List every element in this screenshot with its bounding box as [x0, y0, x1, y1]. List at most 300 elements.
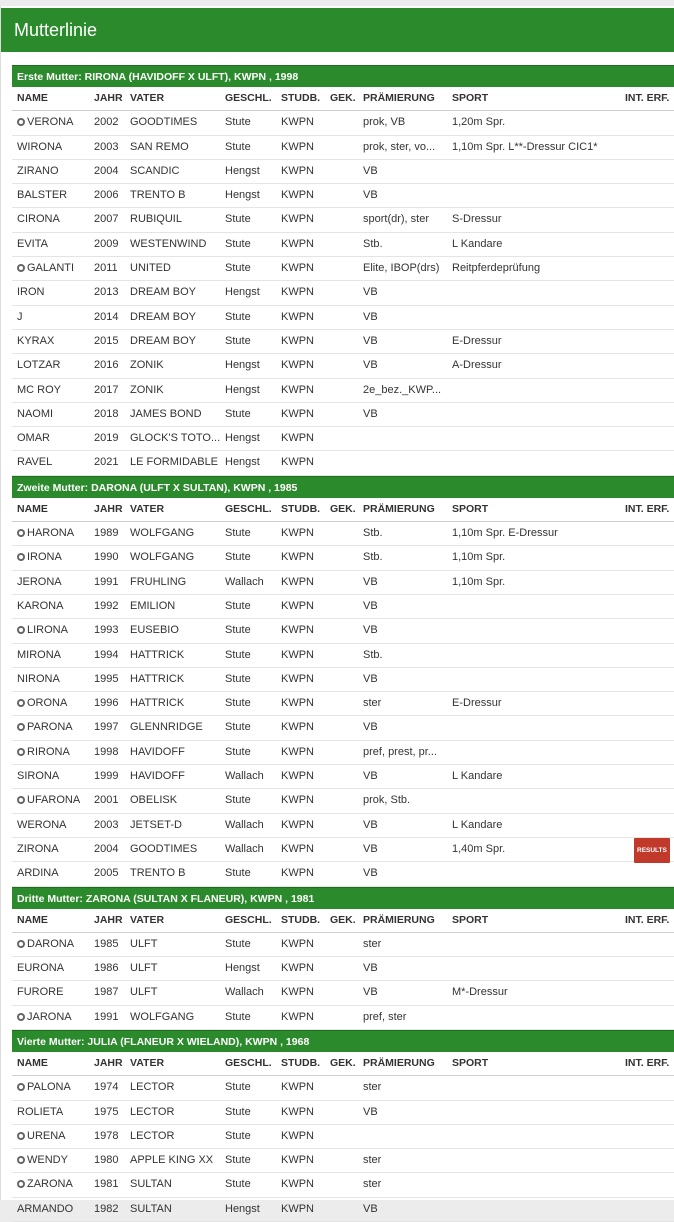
horse-name[interactable]	[17, 692, 93, 715]
col-sport-cell: L Kandare	[452, 770, 503, 783]
col-studb-cell: KWPN	[281, 624, 314, 637]
column-header-row	[12, 498, 674, 522]
col-vater-cell: LECTOR	[130, 1081, 175, 1094]
horse-name[interactable]	[17, 1101, 93, 1124]
table-row[interactable]	[12, 1125, 674, 1149]
horse-name-text[interactable]: URENA	[27, 1129, 66, 1142]
table-row[interactable]	[12, 644, 674, 668]
horse-icon	[17, 796, 25, 804]
col-praemierung-cell: VB	[363, 407, 378, 420]
horse-name[interactable]	[17, 281, 93, 304]
col-studb-cell: KWPN	[281, 407, 314, 420]
horse-name[interactable]	[17, 838, 93, 861]
horse-name[interactable]	[17, 1173, 93, 1196]
col-jahr-cell: 2015	[94, 334, 119, 347]
col-vater-cell: WOLFGANG	[130, 551, 195, 564]
horse-name-text[interactable]: RAVEL	[17, 456, 53, 469]
table-row[interactable]	[12, 741, 674, 765]
col-praemierung-cell: VB	[363, 818, 378, 831]
horse-name[interactable]	[17, 862, 93, 885]
col-jahr-cell: 2018	[94, 407, 119, 420]
col-geschl-cell: Wallach	[225, 986, 264, 999]
col-jahr-cell: 1987	[94, 986, 119, 999]
col-studb-cell: KWPN	[281, 432, 314, 445]
horse-name-text[interactable]: HARONA	[27, 527, 75, 540]
table-row[interactable]	[12, 1198, 674, 1222]
section-header[interactable]: Zweite Mutter: DARONA (ULFT X SULTAN), KWPN , 1985	[12, 476, 674, 498]
col-praemierung-header: PRÄMIERUNG	[363, 502, 435, 515]
col-geschl-cell: Stute	[225, 527, 251, 540]
col-jahr-header: JAHR	[94, 913, 123, 926]
col-geschl-cell: Stute	[225, 672, 251, 685]
horse-name-text[interactable]: EURONA	[17, 962, 65, 975]
col-sport-cell: A-Dressur	[452, 359, 502, 372]
col-geschl-cell: Stute	[225, 1129, 251, 1142]
horse-name-text[interactable]: WIRONA	[17, 140, 63, 153]
horse-name[interactable]	[17, 427, 93, 450]
col-studb-header: STUDB.	[281, 502, 321, 515]
col-praemierung-cell: VB	[363, 334, 378, 347]
col-jahr-cell: 1985	[94, 937, 119, 950]
horse-name-text[interactable]: MIRONA	[17, 648, 61, 661]
col-int-erf-header: INT. ERF.	[625, 1056, 670, 1069]
col-geschl-cell: Stute	[225, 867, 251, 880]
horse-name-text[interactable]: NAOMI	[17, 407, 54, 420]
table-row[interactable]	[12, 136, 674, 160]
table-row[interactable]	[12, 571, 674, 595]
horse-name[interactable]	[17, 595, 93, 618]
table-row[interactable]	[12, 257, 674, 281]
horse-name-text[interactable]: EVITA	[17, 237, 48, 250]
horse-name[interactable]	[17, 1198, 93, 1221]
col-jahr-cell: 2019	[94, 432, 119, 445]
col-praemierung-cell: Stb.	[363, 648, 383, 661]
table-row[interactable]	[12, 981, 674, 1005]
col-praemierung-cell: VB	[363, 842, 378, 855]
horse-name[interactable]	[17, 522, 93, 545]
section-header[interactable]: Vierte Mutter: JULIA (FLANEUR X WIELAND), KWPN , 1968	[12, 1030, 674, 1052]
col-studb-cell: KWPN	[281, 599, 314, 612]
horse-name-text[interactable]: ORONA	[27, 697, 68, 710]
col-vater-cell: FRUHLING	[130, 575, 187, 588]
col-sport-header: SPORT	[452, 92, 489, 104]
col-jahr-cell: 1990	[94, 551, 119, 564]
col-sport-header: SPORT	[452, 913, 489, 926]
col-studb-header: STUDB.	[281, 913, 321, 926]
horse-name-text[interactable]: KARONA	[17, 599, 64, 612]
col-jahr-cell: 1980	[94, 1154, 119, 1167]
col-int-erf-header: INT. ERF.	[625, 502, 670, 515]
col-jahr-cell: 1978	[94, 1129, 119, 1142]
col-praemierung-cell: VB	[363, 599, 378, 612]
horse-name-text[interactable]: ARMANDO	[17, 1202, 74, 1215]
col-geschl-header: GESCHL.	[225, 1056, 272, 1069]
horse-name[interactable]	[17, 668, 93, 691]
table-row[interactable]	[12, 957, 674, 981]
col-vater-cell: EUSEBIO	[130, 624, 179, 637]
col-jahr-cell: 1995	[94, 672, 119, 685]
horse-name[interactable]	[17, 981, 93, 1004]
col-name-header: NAME	[17, 502, 48, 515]
horse-name-text[interactable]: JARONA	[27, 1010, 72, 1023]
column-header-row	[12, 1052, 674, 1076]
col-praemierung-cell: Stb.	[363, 527, 383, 540]
col-studb-cell: KWPN	[281, 697, 314, 710]
horse-name-text[interactable]: GALANTI	[27, 262, 75, 275]
col-praemierung-cell: VB	[363, 867, 378, 880]
horse-name-text[interactable]: KYRAX	[17, 334, 55, 347]
horse-icon	[17, 1156, 25, 1164]
horse-name[interactable]	[17, 571, 93, 594]
col-jahr-cell: 1993	[94, 624, 119, 637]
col-studb-cell: KWPN	[281, 1105, 314, 1118]
col-geschl-cell: Stute	[225, 1154, 251, 1167]
col-praemierung-cell: prok, VB	[363, 116, 406, 129]
col-geschl-cell: Stute	[225, 721, 251, 734]
horse-name-text[interactable]: PALONA	[27, 1081, 71, 1094]
col-jahr-cell: 2021	[94, 456, 119, 469]
horse-name[interactable]	[17, 451, 93, 474]
horse-name-text[interactable]: IRON	[17, 286, 45, 299]
horse-icon	[17, 699, 25, 707]
table-row[interactable]	[12, 403, 674, 427]
col-jahr-cell: 2005	[94, 867, 119, 880]
horse-name-text[interactable]: LOTZAR	[17, 359, 61, 372]
horse-name-text[interactable]: NIRONA	[17, 672, 60, 685]
horse-name[interactable]	[17, 136, 93, 159]
horse-name-text[interactable]: ZIRANO	[17, 164, 59, 177]
horse-name[interactable]	[17, 765, 93, 788]
column-header-row	[12, 909, 674, 933]
horse-name[interactable]	[17, 257, 93, 280]
col-studb-cell: KWPN	[281, 867, 314, 880]
col-studb-header: STUDB.	[281, 1056, 321, 1069]
horse-name-text[interactable]: SIRONA	[17, 770, 60, 783]
table-row[interactable]	[12, 1006, 674, 1030]
col-praemierung-cell: VB	[363, 575, 378, 588]
table-row[interactable]	[12, 838, 674, 862]
col-studb-cell: KWPN	[281, 721, 314, 734]
horse-name[interactable]	[17, 716, 93, 739]
col-geschl-cell: Stute	[225, 407, 251, 420]
section-header[interactable]: Dritte Mutter: ZARONA (SULTAN X FLANEUR), KWPN , 1981	[12, 887, 674, 909]
col-geschl-cell: Hengst	[225, 456, 260, 469]
table-row[interactable]	[12, 522, 674, 546]
table-row[interactable]	[12, 716, 674, 740]
table-row[interactable]	[12, 595, 674, 619]
table-row[interactable]	[12, 111, 674, 135]
table-row[interactable]	[12, 451, 674, 475]
horse-name-text[interactable]: LIRONA	[27, 624, 68, 637]
col-vater-cell: GLOCK'S TOTO...	[130, 432, 221, 445]
section-header[interactable]: Erste Mutter: RIRONA (HAVIDOFF X ULFT), KWPN , 1998	[12, 65, 674, 87]
horse-icon	[17, 553, 25, 561]
horse-name[interactable]	[17, 111, 93, 134]
col-praemierung-cell: Stb.	[363, 237, 383, 250]
col-geschl-cell: Stute	[225, 1105, 251, 1118]
table-row[interactable]	[12, 1076, 674, 1100]
col-studb-cell: KWPN	[281, 527, 314, 540]
horse-name-text[interactable]: WERONA	[17, 818, 67, 831]
col-studb-cell: KWPN	[281, 334, 314, 347]
table-row[interactable]	[12, 233, 674, 257]
horse-name-text[interactable]: MC ROY	[17, 383, 61, 396]
table-row[interactable]	[12, 692, 674, 716]
results-badge-icon[interactable]: RESULTS	[634, 838, 670, 863]
col-sport-cell: 1,40m Spr.	[452, 842, 506, 855]
table-row[interactable]	[12, 330, 674, 354]
col-vater-header: VATER	[130, 1056, 165, 1069]
col-praemierung-cell: VB	[363, 1202, 378, 1215]
table-row[interactable]	[12, 862, 674, 886]
col-vater-cell: RUBIQUIL	[130, 213, 182, 226]
horse-name[interactable]	[17, 1149, 93, 1172]
col-vater-cell: SULTAN	[130, 1178, 172, 1191]
col-vater-cell: HAVIDOFF	[130, 770, 185, 783]
col-vater-cell: LECTOR	[130, 1105, 175, 1118]
table-row[interactable]	[12, 765, 674, 789]
table-row[interactable]	[12, 1101, 674, 1125]
table-row[interactable]	[12, 427, 674, 451]
mother-section	[12, 65, 674, 476]
col-vater-cell: DREAM BOY	[130, 334, 197, 347]
col-geschl-cell: Stute	[225, 551, 251, 564]
col-studb-cell: KWPN	[281, 310, 314, 323]
col-sport-header: SPORT	[452, 1056, 489, 1069]
col-studb-cell: KWPN	[281, 986, 314, 999]
horse-name-text[interactable]: DARONA	[27, 937, 75, 950]
col-studb-cell: KWPN	[281, 1154, 314, 1167]
horse-name-text[interactable]: J	[17, 310, 23, 323]
col-sport-cell: 1,10m Spr.	[452, 551, 506, 564]
col-int-erf-header: INT. ERF.	[625, 92, 670, 104]
col-sport-cell: M*-Dressur	[452, 986, 508, 999]
col-praemierung-header: PRÄMIERUNG	[363, 913, 435, 926]
horse-name[interactable]	[17, 644, 93, 667]
col-praemierung-cell: Stb.	[363, 551, 383, 564]
col-jahr-cell: 1974	[94, 1081, 119, 1094]
col-jahr-cell: 2013	[94, 286, 119, 299]
col-studb-cell: KWPN	[281, 1010, 314, 1023]
col-vater-cell: DREAM BOY	[130, 310, 197, 323]
horse-icon	[17, 1083, 25, 1091]
col-praemierung-cell: VB	[363, 189, 378, 202]
col-jahr-cell: 1982	[94, 1202, 119, 1215]
table-row[interactable]	[12, 306, 674, 330]
col-studb-cell: KWPN	[281, 818, 314, 831]
table-row[interactable]	[12, 814, 674, 838]
horse-name[interactable]	[17, 306, 93, 329]
horse-name[interactable]	[17, 354, 93, 377]
horse-name[interactable]	[17, 814, 93, 837]
page-title: Mutterlinie	[1, 8, 674, 52]
col-vater-cell: ULFT	[130, 937, 158, 950]
col-sport-cell: E-Dressur	[452, 697, 502, 710]
col-sport-cell: 1,10m Spr.	[452, 575, 506, 588]
table-row[interactable]	[12, 668, 674, 692]
col-vater-cell: SAN REMO	[130, 140, 189, 153]
col-jahr-cell: 1997	[94, 721, 119, 734]
col-jahr-cell: 2006	[94, 189, 119, 202]
table-row[interactable]	[12, 1149, 674, 1173]
table-row[interactable]	[12, 1173, 674, 1197]
table-row[interactable]	[12, 184, 674, 208]
horse-name[interactable]	[17, 1076, 93, 1099]
col-jahr-cell: 2002	[94, 116, 119, 129]
col-geschl-cell: Wallach	[225, 575, 264, 588]
col-studb-cell: KWPN	[281, 383, 314, 396]
col-gek-header: GEK.	[330, 1056, 356, 1069]
horse-name-text[interactable]: WENDY	[27, 1154, 68, 1167]
col-gek-header: GEK.	[330, 502, 356, 515]
col-vater-cell: HATTRICK	[130, 672, 185, 685]
horse-name-text[interactable]: JERONA	[17, 575, 62, 588]
col-vater-cell: HATTRICK	[130, 648, 185, 661]
col-name-header: NAME	[17, 1056, 48, 1069]
col-vater-cell: UNITED	[130, 262, 171, 275]
col-geschl-cell: Stute	[225, 116, 251, 129]
col-geschl-cell: Stute	[225, 262, 251, 275]
col-jahr-cell: 1999	[94, 770, 119, 783]
horse-name[interactable]	[17, 619, 93, 642]
col-jahr-cell: 2003	[94, 818, 119, 831]
horse-name[interactable]	[17, 933, 93, 956]
col-name-header: NAME	[17, 913, 48, 926]
horse-name[interactable]	[17, 160, 93, 183]
col-praemierung-cell: ster	[363, 937, 382, 950]
col-studb-cell: KWPN	[281, 575, 314, 588]
horse-name-text[interactable]: RIRONA	[27, 745, 70, 758]
horse-name[interactable]	[17, 403, 93, 426]
col-praemierung-cell: ster	[363, 1081, 382, 1094]
col-jahr-header: JAHR	[94, 92, 123, 104]
column-header-row	[12, 87, 674, 111]
col-jahr-header: JAHR	[94, 1056, 123, 1069]
horse-name-text[interactable]: IRONA	[27, 551, 62, 564]
col-geschl-cell: Stute	[225, 140, 251, 153]
col-studb-cell: KWPN	[281, 745, 314, 758]
horse-name[interactable]	[17, 741, 93, 764]
col-studb-cell: KWPN	[281, 770, 314, 783]
col-studb-cell: KWPN	[281, 164, 314, 177]
col-vater-cell: OBELISK	[130, 794, 178, 807]
col-vater-cell: WESTENWIND	[130, 237, 207, 250]
horse-name[interactable]	[17, 789, 93, 812]
table-row[interactable]	[12, 619, 674, 643]
horse-icon	[17, 1132, 25, 1140]
col-geschl-cell: Hengst	[225, 286, 260, 299]
col-jahr-cell: 2017	[94, 383, 119, 396]
horse-icon	[17, 118, 25, 126]
col-sport-cell: Reitpferdeprüfung	[452, 262, 541, 275]
col-vater-cell: GLENNRIDGE	[130, 721, 203, 734]
col-geschl-header: GESCHL.	[225, 913, 272, 926]
horse-name-text[interactable]: OMAR	[17, 432, 50, 445]
col-geschl-header: GESCHL.	[225, 92, 272, 104]
col-studb-cell: KWPN	[281, 1081, 314, 1094]
col-geschl-header: GESCHL.	[225, 502, 272, 515]
horse-name[interactable]	[17, 184, 93, 207]
horse-name-text[interactable]: CIRONA	[17, 213, 60, 226]
col-jahr-cell: 1991	[94, 1010, 119, 1023]
col-geschl-cell: Hengst	[225, 164, 260, 177]
horse-name-text[interactable]: ROLIETA	[17, 1105, 64, 1118]
col-jahr-cell: 1989	[94, 527, 119, 540]
col-praemierung-cell: prok, Stb.	[363, 794, 411, 807]
horse-name-text[interactable]: ZIRONA	[17, 842, 59, 855]
horse-name-text[interactable]: BALSTER	[17, 189, 68, 202]
col-jahr-cell: 2004	[94, 842, 119, 855]
col-praemierung-cell: VB	[363, 310, 378, 323]
table-row[interactable]	[12, 789, 674, 813]
col-studb-cell: KWPN	[281, 1202, 314, 1215]
table-row[interactable]	[12, 160, 674, 184]
col-vater-cell: LE FORMIDABLE	[130, 456, 219, 469]
horse-icon	[17, 1180, 25, 1188]
col-jahr-cell: 2007	[94, 213, 119, 226]
int-erf-cell	[625, 838, 674, 863]
horse-name[interactable]	[17, 379, 93, 402]
col-praemierung-cell: pref, ster	[363, 1010, 407, 1023]
col-geschl-cell: Stute	[225, 334, 251, 347]
col-vater-cell: GOODTIMES	[130, 842, 198, 855]
col-studb-cell: KWPN	[281, 213, 314, 226]
col-praemierung-header: PRÄMIERUNG	[363, 1056, 435, 1069]
horse-name[interactable]	[17, 1006, 93, 1029]
horse-name[interactable]	[17, 233, 93, 256]
col-vater-cell: ZONIK	[130, 383, 164, 396]
col-studb-cell: KWPN	[281, 359, 314, 372]
col-sport-cell: 1,10m Spr. E-Dressur	[452, 527, 558, 540]
col-praemierung-cell: Elite, IBOP(drs)	[363, 262, 440, 275]
horse-name-text[interactable]: FURORE	[17, 986, 64, 999]
col-geschl-cell: Stute	[225, 1010, 251, 1023]
col-geschl-cell: Wallach	[225, 770, 264, 783]
col-vater-cell: GOODTIMES	[130, 116, 198, 129]
horse-name[interactable]	[17, 208, 93, 231]
col-studb-cell: KWPN	[281, 237, 314, 250]
horse-name-text[interactable]: ARDINA	[17, 867, 59, 880]
table-row[interactable]	[12, 379, 674, 403]
table-row[interactable]	[12, 933, 674, 957]
table-row[interactable]	[12, 208, 674, 232]
horse-name[interactable]	[17, 330, 93, 353]
horse-name-text[interactable]: PARONA	[27, 721, 73, 734]
horse-name[interactable]	[17, 957, 93, 980]
horse-icon	[17, 626, 25, 634]
col-studb-cell: KWPN	[281, 286, 314, 299]
horse-name-text[interactable]: UFARONA	[27, 794, 81, 807]
horse-name[interactable]	[17, 1125, 93, 1148]
col-studb-cell: KWPN	[281, 648, 314, 661]
table-row[interactable]	[12, 546, 674, 570]
table-row[interactable]	[12, 354, 674, 378]
col-studb-cell: KWPN	[281, 189, 314, 202]
horse-name-text[interactable]: ZARONA	[27, 1178, 73, 1191]
col-studb-cell: KWPN	[281, 262, 314, 275]
table-row[interactable]	[12, 281, 674, 305]
horse-name[interactable]	[17, 546, 93, 569]
col-vater-header: VATER	[130, 913, 165, 926]
col-geschl-cell: Wallach	[225, 842, 264, 855]
horse-icon	[17, 264, 25, 272]
horse-name-text[interactable]: VERONA	[27, 116, 74, 129]
col-praemierung-cell: VB	[363, 1105, 378, 1118]
col-sport-cell: L Kandare	[452, 237, 503, 250]
col-vater-cell: DREAM BOY	[130, 286, 197, 299]
col-praemierung-cell: VB	[363, 624, 378, 637]
col-praemierung-cell: prok, ster, vo...	[363, 140, 436, 153]
